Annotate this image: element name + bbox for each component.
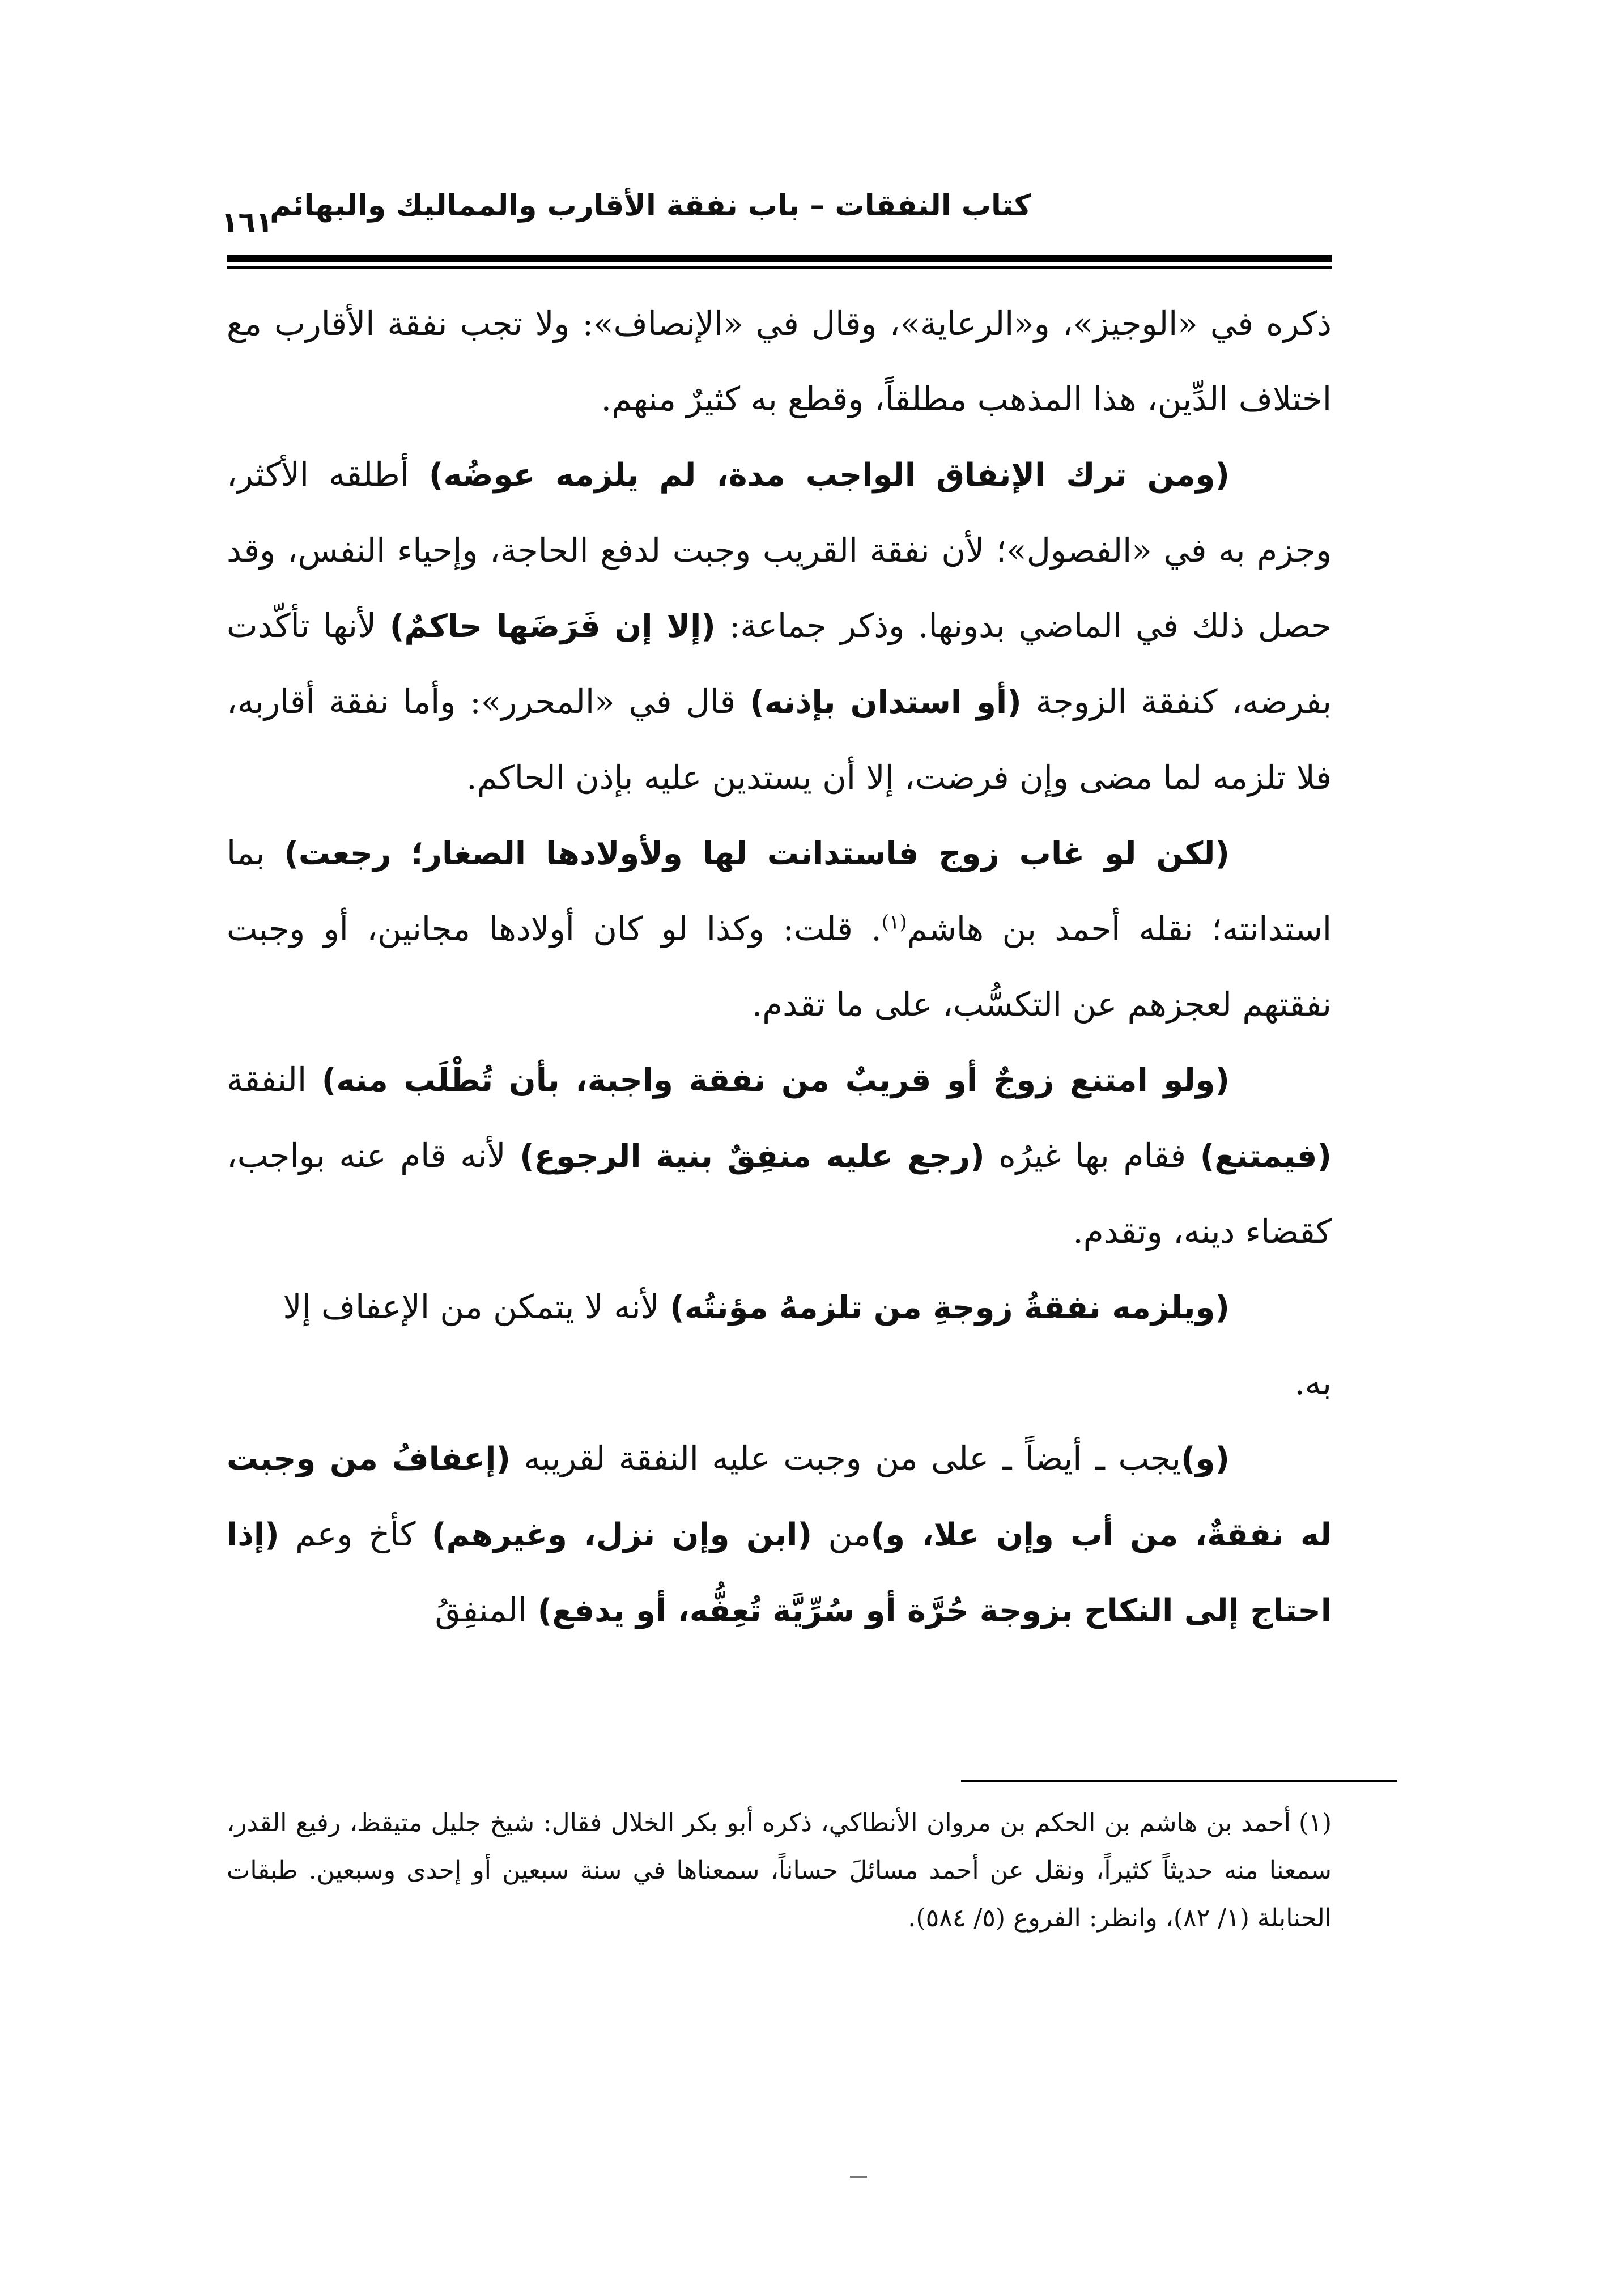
matn-quote: (إذا احتاج إلى النكاح بزوجة حُرَّة أو سُرِّيَّة تُعِفُّه، أو يدفع) bbox=[227, 1517, 1332, 1629]
commentary-text: من bbox=[812, 1515, 871, 1553]
commentary-text: . قلت: وكذا لو كان أولادها مجانين، أو وجبت نفقتهم لعجزهم عن التكسُّب، على ما تقدم. bbox=[227, 910, 1332, 1024]
main-text bbox=[227, 286, 1332, 1649]
header-rule-thick bbox=[227, 255, 1332, 262]
commentary-text: المنفِقُ bbox=[435, 1591, 538, 1629]
commentary-text: بما استدانته؛ نقله أحمد بن هاشم bbox=[227, 834, 1332, 948]
paragraph-3 bbox=[227, 816, 1332, 1042]
scan-speck bbox=[850, 2176, 867, 2178]
commentary-text: كأخ وعم bbox=[279, 1515, 432, 1553]
commentary-text: النفقة bbox=[227, 1060, 322, 1099]
running-title: كتاب النفقات – باب نفقة الأقارب والمماليك والبهائم bbox=[270, 189, 1031, 223]
footnote-number: (١) bbox=[1299, 1808, 1332, 1837]
matn-quote: (ومن ترك الإنفاق الواجب مدة، لم يلزمه عوضُه) bbox=[428, 457, 1230, 494]
matn-quote: (رجع عليه منفِقٌ بنية الرجوع) bbox=[520, 1138, 985, 1175]
commentary-text: لأنها تأكّدت بفرضه، كنفقة الزوجة bbox=[227, 606, 1332, 721]
page-number: ١٦١ bbox=[221, 206, 273, 239]
matn-quote: (فيمتنع) bbox=[1200, 1138, 1332, 1175]
paragraph-1-text: ذكره في «الوجيز»، و«الرعاية»، وقال في «الإنصاف»: ولا تجب نفقة الأقارب مع اختلاف الدِّين، هذا المذهب مطلقاً، وقطع به كثيرٌ منهم. bbox=[227, 304, 1332, 418]
commentary-text: فقام بها غيرُه bbox=[984, 1136, 1200, 1175]
commentary-text: يجب ـ أيضاً ـ على من وجبت عليه النفقة لقريبه bbox=[511, 1439, 1181, 1477]
footnote-text: أحمد بن هاشم بن الحكم بن مروان الأنطاكي، ذكره أبو بكر الخلال فقال: شيخ جليل متيقظ، رفيع القدر، سمعنا منه حديثاً كثيراً، ونقل عن أحمد مسائلَ حساناً، سمعناها في سنة سبعين أو إحدى وسبعين. طبقات الحنابلة (١/ ٨٢)، وانظر: الفروع (٥/ ٥٨٤). bbox=[227, 1808, 1332, 1933]
commentary-text: قال في «المحرر»: وأما نفقة أقاربه، فلا تلزمه لما مضى وإن فرضت، إلا أن يستدين عليه بإذن الحاكم. bbox=[227, 682, 1332, 797]
matn-quote: (إلا إن فَرَضَها حاكمٌ) bbox=[389, 608, 716, 645]
matn-quote: (لكن لو غاب زوج فاستدانت لها ولأولادها الصغار؛ رجعت) bbox=[284, 835, 1230, 872]
paragraph-4 bbox=[227, 1042, 1332, 1269]
paragraph-2 bbox=[227, 437, 1332, 816]
header-rule-thin bbox=[227, 266, 1332, 269]
footnote-1 bbox=[227, 1799, 1332, 1942]
paragraph-5-tail bbox=[227, 1345, 1332, 1421]
footnote-separator bbox=[961, 1780, 1397, 1782]
matn-quote: (ولو امتنع زوجٌ أو قريبٌ من نفقة واجبة، بأن تُطْلَب منه) bbox=[321, 1062, 1230, 1099]
paragraph-5 bbox=[227, 1269, 1332, 1345]
footnotes-section bbox=[227, 1799, 1332, 1942]
commentary-text: أطلقه الأكثر، وجزم به في «الفصول»؛ لأن نفقة القريب وجبت لدفع الحاجة، وإحياء النفس، وقد حصل ذلك في الماضي بدونها. وذكر جماعة: bbox=[227, 455, 1332, 645]
commentary-text: لأنه لا يتمكن من الإعفاف إلا bbox=[283, 1288, 670, 1326]
matn-quote: (ابن وإن نزل، وغيرهم) bbox=[431, 1517, 813, 1553]
paragraph-6 bbox=[227, 1421, 1332, 1649]
paragraph-1 bbox=[227, 286, 1332, 437]
page-header bbox=[221, 181, 1337, 244]
matn-quote: (أو استدان بإذنه) bbox=[750, 684, 1022, 721]
commentary-text: به. bbox=[1294, 1364, 1332, 1402]
matn-quote: (ويلزمه نفقةُ زوجةِ من تلزمهُ مؤنتُه) bbox=[670, 1289, 1230, 1326]
footnote-marker[interactable]: (١) bbox=[881, 911, 907, 934]
matn-quote: (و) bbox=[1181, 1441, 1230, 1477]
commentary-text: لأنه قام عنه بواجب، كقضاء دينه، وتقدم. bbox=[227, 1136, 1332, 1251]
matn-quote: (إعفافُ من وجبت له نفقةٌ، من أب وإن علا، و) bbox=[227, 1441, 1332, 1553]
